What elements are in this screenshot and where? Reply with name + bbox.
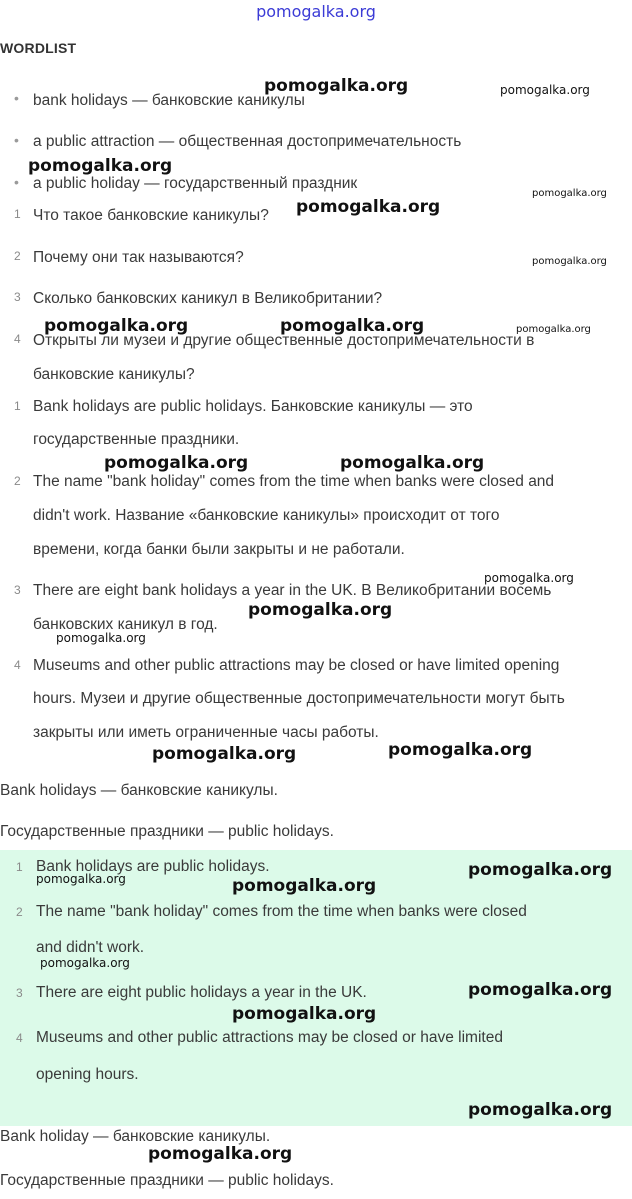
- wordlist-heading: WORDLIST: [0, 40, 77, 56]
- green-item-text: and didn't work.: [36, 939, 145, 956]
- question-number: 2: [14, 249, 21, 263]
- green-item-text: Museums and other public attractions may be closed or have limited: [36, 1029, 503, 1046]
- top-watermark: pomogalka.org: [256, 2, 376, 21]
- note-line: Bank holiday — банковские каникулы.: [0, 1128, 271, 1145]
- note-line: Государственные праздники — public holidays.: [0, 1172, 334, 1189]
- watermark: pomogalka.org: [532, 188, 607, 199]
- green-item-number: 4: [16, 1031, 23, 1045]
- watermark: pomogalka.org: [388, 740, 533, 760]
- green-item-number: 2: [16, 905, 23, 919]
- watermark: pomogalka.org: [468, 1100, 613, 1120]
- question-text: банковские каникулы?: [33, 366, 195, 383]
- question-number: 3: [14, 290, 21, 304]
- answer-text: банковских каникул в год.: [33, 616, 218, 633]
- bullet-icon: •: [14, 174, 19, 190]
- note-line: Bank holidays — банковские каникулы.: [0, 782, 278, 799]
- watermark: pomogalka.org: [148, 1144, 293, 1164]
- answer-text: Bank holidays are public holidays. Банковские каникулы — это: [33, 398, 473, 415]
- green-item-text: opening hours.: [36, 1066, 139, 1083]
- answer-number: 3: [14, 583, 21, 597]
- green-item-number: 1: [16, 860, 23, 874]
- watermark: pomogalka.org: [500, 83, 590, 97]
- watermark: pomogalka.org: [340, 453, 485, 473]
- watermark: pomogalka.org: [264, 76, 409, 96]
- wordlist-item: a public holiday — государственный праздник: [33, 175, 358, 192]
- watermark: pomogalka.org: [152, 744, 297, 764]
- question-text: Что такое банковские каникулы?: [33, 207, 269, 224]
- note-line: Государственные праздники — public holidays.: [0, 823, 334, 840]
- watermark: pomogalka.org: [296, 197, 441, 217]
- question-text: Открыты ли музеи и другие общественные достопримечательности в: [33, 332, 535, 349]
- wordlist-item: bank holidays — банковские каникулы: [33, 92, 305, 109]
- question-text: Сколько банковских каникул в Великобритании?: [33, 290, 383, 307]
- green-item-number: 3: [16, 986, 23, 1000]
- watermark: pomogalka.org: [484, 571, 574, 585]
- answer-text: hours. Музеи и другие общественные достопримечательности могут быть: [33, 690, 565, 707]
- watermark: pomogalka.org: [468, 860, 613, 880]
- watermark: pomogalka.org: [104, 453, 249, 473]
- green-item-text: There are eight public holidays a year in the UK.: [36, 984, 367, 1001]
- bullet-icon: •: [14, 90, 19, 106]
- watermark: pomogalka.org: [248, 600, 393, 620]
- watermark: pomogalka.org: [36, 872, 126, 886]
- green-item-text: The name "bank holiday" comes from the time when banks were closed: [36, 903, 527, 920]
- watermark: pomogalka.org: [232, 876, 377, 896]
- watermark: pomogalka.org: [232, 1004, 377, 1024]
- watermark: pomogalka.org: [516, 324, 591, 335]
- watermark: pomogalka.org: [44, 316, 189, 336]
- answer-text: закрыты или иметь ограниченные часы работы.: [33, 724, 379, 741]
- bullet-icon: •: [14, 132, 19, 148]
- watermark: pomogalka.org: [532, 256, 607, 267]
- question-number: 4: [14, 332, 21, 346]
- wordlist-item: a public attraction — общественная достопримечательность: [33, 133, 462, 150]
- answer-number: 1: [14, 399, 21, 413]
- answer-number: 2: [14, 474, 21, 488]
- question-text: Почему они так называются?: [33, 249, 244, 266]
- answer-text: Museums and other public attractions may be closed or have limited opening: [33, 657, 560, 674]
- watermark: pomogalka.org: [468, 980, 613, 1000]
- watermark: pomogalka.org: [28, 156, 173, 176]
- watermark: pomogalka.org: [280, 316, 425, 336]
- question-number: 1: [14, 207, 21, 221]
- answer-text: didn't work. Название «банковские каникулы» происходит от того: [33, 507, 500, 524]
- answer-text: The name "bank holiday" comes from the time when banks were closed and: [33, 473, 555, 490]
- answer-text: времени, когда банки были закрыты и не работали.: [33, 541, 405, 558]
- answer-number: 4: [14, 658, 21, 672]
- answer-text: There are eight bank holidays a year in the UK. В Великобритании восемь: [33, 582, 552, 599]
- answer-text: государственные праздники.: [33, 431, 240, 448]
- green-item-text: Bank holidays are public holidays.: [36, 858, 270, 875]
- watermark: pomogalka.org: [56, 631, 146, 645]
- watermark: pomogalka.org: [40, 956, 130, 970]
